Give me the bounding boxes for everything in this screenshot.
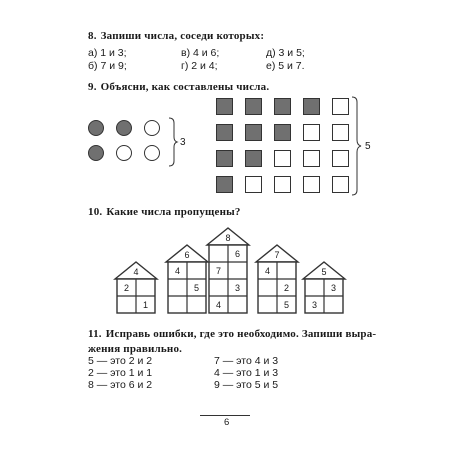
equation-left-2: 2 — это 1 и 1	[88, 367, 153, 379]
house-roof-number: 7	[274, 250, 280, 260]
house-roof-number: 6	[184, 250, 190, 260]
page-number: 6	[224, 417, 230, 428]
task-11-title-line1: Исправь ошибки, где это необходимо. Запиши выра-	[105, 328, 377, 340]
house-cell-number: 6	[234, 249, 241, 259]
task-8-item: в) 4 и 6;	[181, 47, 220, 59]
house-cell-number: 5	[193, 283, 200, 293]
house-cell-number: 3	[330, 283, 337, 293]
equation-right-2: 4 — это 1 и 3	[214, 367, 279, 379]
equation-left-3: 8 — это 6 и 2	[88, 379, 153, 391]
house-cell-number: 4	[215, 300, 222, 310]
house-cell-number: 1	[142, 300, 149, 310]
house-cell-number: 4	[264, 266, 271, 276]
task-9-title: Объясни, как составлены числа.	[100, 81, 270, 93]
house-cell-number: 7	[215, 266, 222, 276]
task-10-title: Какие числа пропущены?	[106, 206, 241, 218]
equation-right-1: 7 — это 4 и 3	[214, 355, 279, 367]
task-10-number: 10.	[88, 206, 103, 218]
squares-count-label: 5	[365, 141, 371, 152]
house-cell-number: 2	[123, 283, 130, 293]
task-11-title-line2: жения правильно.	[88, 343, 183, 355]
task-8-item: б) 7 и 9;	[88, 60, 127, 72]
house-roof-number: 4	[133, 267, 139, 277]
house-cell-number: 4	[174, 266, 181, 276]
circles-count-label: 3	[180, 137, 186, 148]
task-8-number: 8.	[88, 30, 97, 42]
task-8-item: е) 5 и 7.	[266, 60, 305, 72]
equation-right-3: 9 — это 5 и 5	[214, 379, 279, 391]
task-8-item: г) 2 и 4;	[181, 60, 218, 72]
page-number-rule	[200, 415, 250, 416]
task-9-number: 9.	[88, 81, 97, 93]
equation-left-1: 5 — это 2 и 2	[88, 355, 153, 367]
task-8-title: Запиши числа, соседи которых:	[100, 30, 265, 42]
house-cell-number: 3	[234, 283, 241, 293]
task-11-number: 11.	[88, 328, 102, 340]
task-11-heading	[88, 327, 378, 357]
task-8-item: д) 3 и 5;	[266, 47, 305, 59]
house-cell-number: 2	[283, 283, 290, 293]
house-cell-number: 5	[283, 300, 290, 310]
task-8-item: а) 1 и 3;	[88, 47, 127, 59]
house-roof-number: 8	[225, 233, 231, 243]
house-roof-number: 5	[321, 267, 327, 277]
house-cell-number: 3	[311, 300, 318, 310]
